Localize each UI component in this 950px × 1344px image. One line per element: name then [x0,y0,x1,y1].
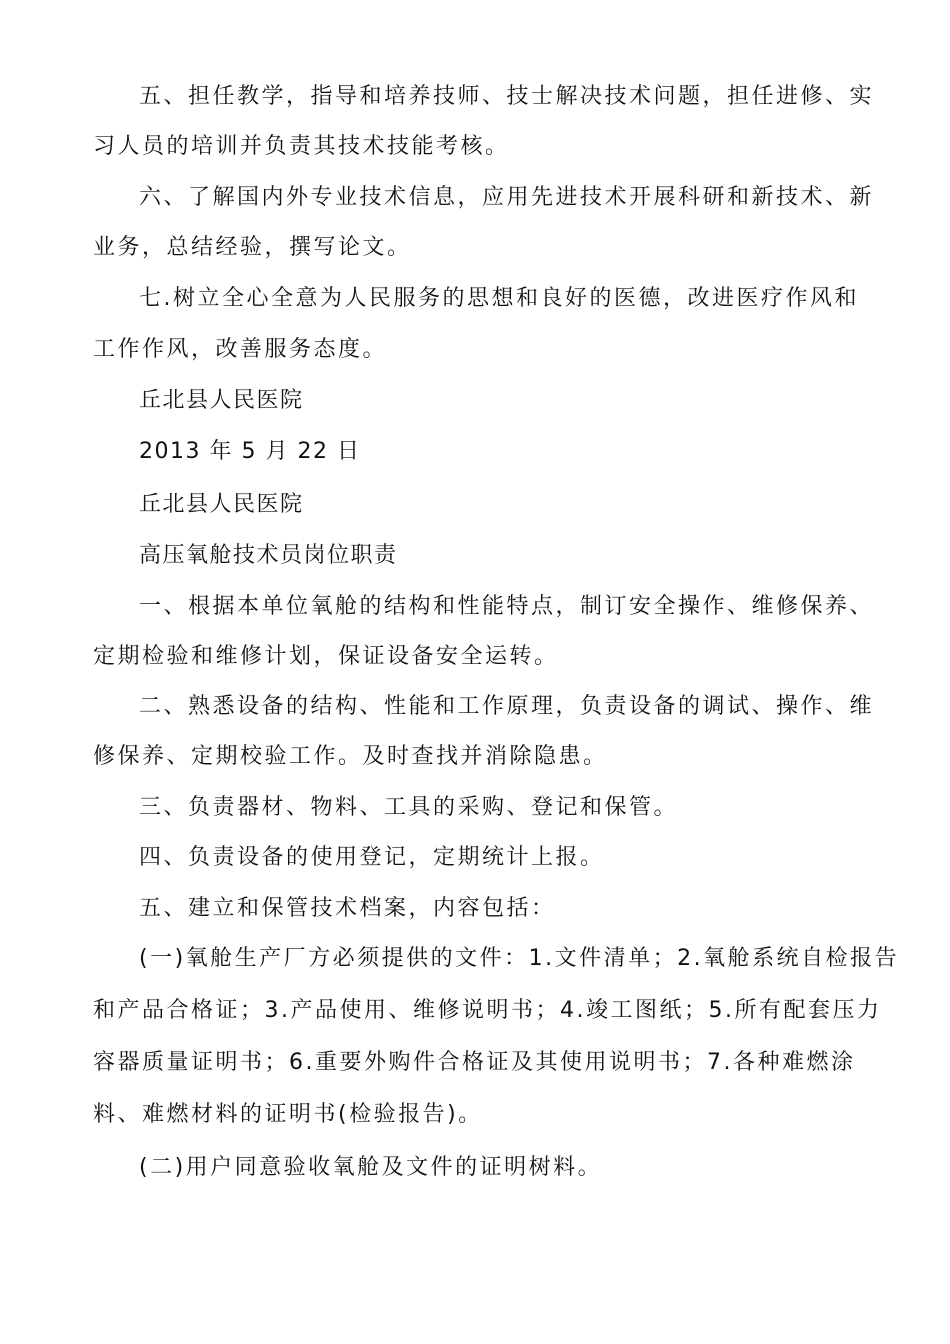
paragraph-line: 和产品合格证；3.产品使用、维修说明书；4.竣工图纸；5.所有配套压力 [93,998,882,1023]
signature-date: 2013 年 5 月 22 日 [139,439,361,464]
paragraph-line: 五、担任教学，指导和培养技师、技士解决技术问题，担任进修、实 [139,84,875,109]
paragraph-line: (一)氧舱生产厂方必须提供的文件：1.文件清单；2.氧舱系统自检报告 [139,946,900,971]
paragraph-line: 四、负责设备的使用登记，定期统计上报。 [139,845,605,870]
hospital-name: 丘北县人民医院 [139,388,304,413]
paragraph-line: 一、根据本单位氧舱的结构和性能特点，制订安全操作、维修保养、 [139,594,875,619]
hospital-name: 丘北县人民医院 [139,492,304,517]
paragraph-line: 二、熟悉设备的结构、性能和工作原理，负责设备的调试、操作、维 [139,694,875,719]
paragraph-line: 七.树立全心全意为人民服务的思想和良好的医德，改进医疗作风和 [139,286,859,311]
paragraph-line: 修保养、定期校验工作。及时查找并消除隐患。 [93,744,608,769]
section-title: 高压氧舱技术员岗位职责 [139,543,398,568]
paragraph-line: 六、了解国内外专业技术信息，应用先进技术开展科研和新技术、新 [139,185,875,210]
paragraph-line: 料、难燃材料的证明书(检验报告)。 [93,1102,483,1127]
paragraph-line: (二)用户同意验收氧舱及文件的证明树料。 [139,1155,603,1180]
paragraph-line: 容器质量证明书；6.重要外购件合格证及其使用说明书；7.各种难燃涂 [93,1050,856,1075]
paragraph-line: 习人员的培训并负责其技术技能考核。 [93,134,510,159]
paragraph-line: 三、负责器材、物料、工具的采购、登记和保管。 [139,795,679,820]
paragraph-line: 定期检验和维修计划，保证设备安全运转。 [93,644,559,669]
paragraph-line: 业务，总结经验，撰写论文。 [93,235,412,260]
paragraph-line: 五、建立和保管技术档案，内容包括： [139,896,556,921]
paragraph-line: 工作作风，改善服务态度。 [93,337,388,362]
